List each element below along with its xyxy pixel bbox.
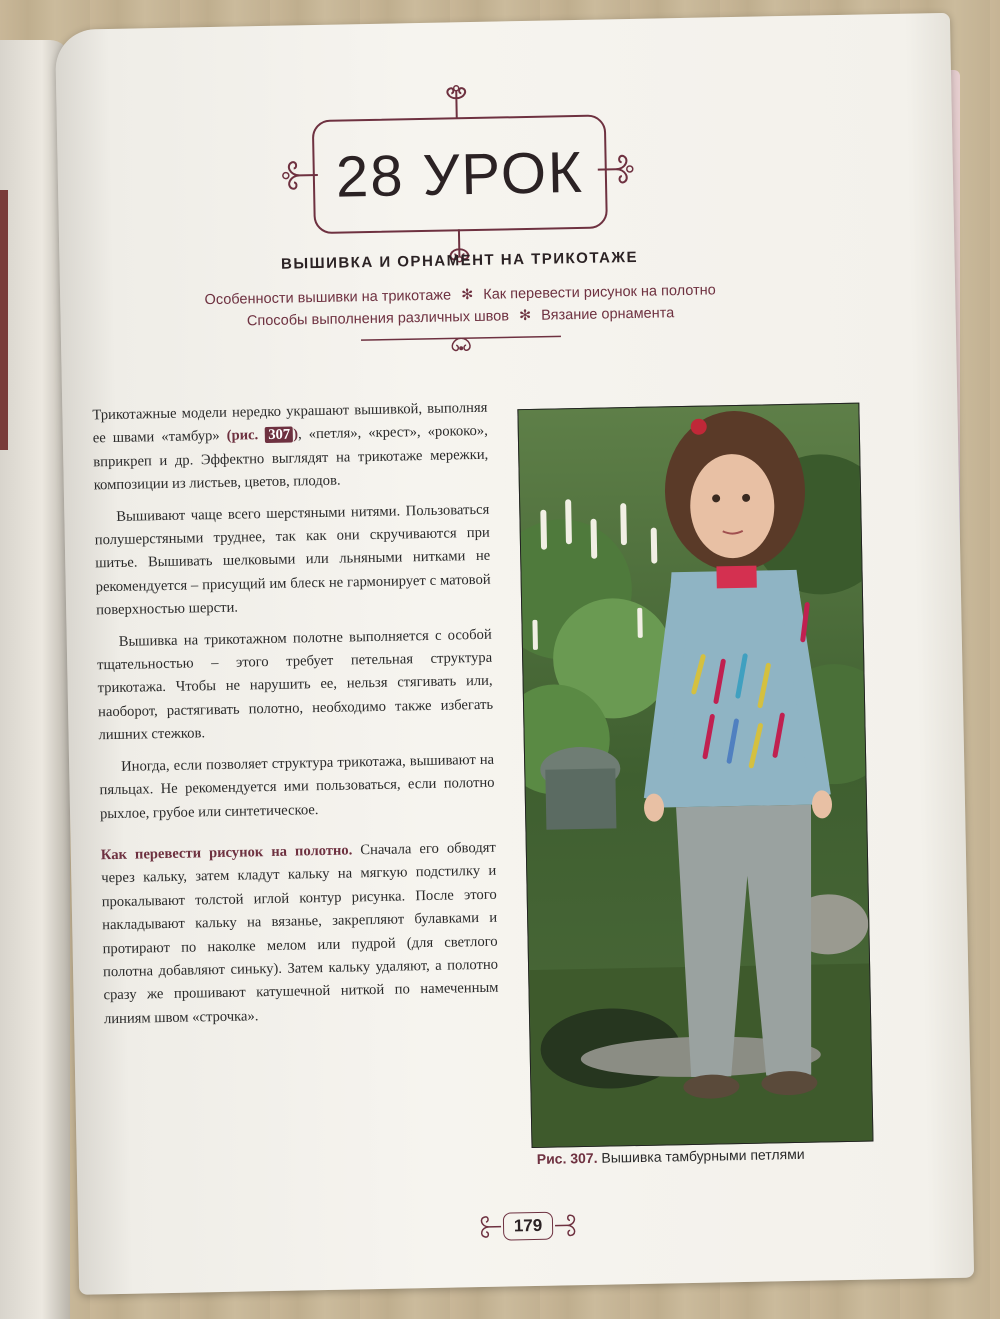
figure-reference-number: 307 [265, 427, 293, 444]
topic-item: Способы выполнения различных швов [246, 308, 510, 330]
figure-caption-label: Рис. 307. [536, 1149, 598, 1167]
figure-photo [517, 403, 873, 1148]
page-number: 179 [503, 1212, 554, 1241]
figure-caption [537, 1144, 877, 1167]
lesson-subtitle: ВЫШИВКА И ОРНАМЕНТ НА ТРИКОТАЖЕ [280, 248, 639, 273]
paragraph-text: , «петля», «крест», «рококо», вприкреп и др. Эффектно выглядят на трикотаже мережки, композиции из листьев, цветов, плодов. [93, 423, 489, 494]
paragraph-text: Сначала его обводят через кальку, затем кладут кальку на мягкую подстилку и прокалывают толстой иглой контур рисунка. После этого накладывают кальку на вязанье, закрепляют булавками и протирают по наколке мелом или пудрой (для светлого полотна добавляют синьку). Затем кальку удаляют, а полотно сразу же прошивают катушечной ниткой по намеченным линиям швом «строчка». [101, 839, 499, 1027]
paragraph-5 [101, 837, 500, 1032]
figure-reference-link[interactable] [227, 427, 299, 444]
lesson-title-frame [312, 114, 608, 234]
book-page [55, 13, 974, 1295]
lesson-topics [160, 279, 761, 335]
paragraph-1 [92, 397, 489, 498]
figure-reference-close: ) [293, 426, 299, 443]
divider-ornament-icon [361, 330, 561, 356]
figure-caption-text: Вышивка тамбурными петлями [597, 1145, 805, 1166]
topic-item: Особенности вышивки на трикотаже [204, 287, 452, 309]
child-photo-illustration [518, 404, 872, 1147]
topic-item: Вязание орнамента [541, 305, 675, 324]
ornament-top-icon [426, 84, 487, 121]
left-page-color-strip [0, 190, 8, 450]
page-ornament-right-icon [553, 1210, 580, 1240]
body-text-column [92, 397, 499, 1040]
star-icon: ✻ [518, 307, 532, 325]
star-icon: ✻ [460, 287, 474, 304]
section-lead: Как перевести рисунок на полотно. [100, 842, 353, 864]
paragraph-3: Вышивка на трикотажном полотне выполняется с особой тщательностью – этого требует петельная структура трикотажа. Чтобы не нарушить ее, нельзя стягивать или, наоборот, растягивать полотно, необходимо также избегать лишних стежков. [97, 626, 494, 744]
page-ornament-left-icon [477, 1212, 504, 1242]
topic-item: Как перевести рисунок на полотно [483, 282, 716, 303]
paragraph-2: Вышивают чаще всего шерстяными нитями. Пользоваться полушерстяными труднее, так как они скручиваются при шитье. Вышивать шелковыми или льняными нитками не рекомендуется – присущий им блеск не гармонирует с матовой поверхностью шерсти. [94, 501, 491, 619]
paragraph-text: Трикотажные модели нередко украшают вышивкой, выполняя ее швами «тамбур» [92, 399, 488, 447]
page-number-block [473, 1205, 584, 1247]
paragraph-4: Иногда, если позволяет структура трикотажа, вышивают на пяльцах. Не рекомендуется ими пользоваться, если полотно рыхлое, грубое или синтетическое. [99, 751, 495, 822]
lesson-title: 28 УРОК [335, 139, 585, 210]
figure-reference-label: (рис. [226, 427, 266, 445]
